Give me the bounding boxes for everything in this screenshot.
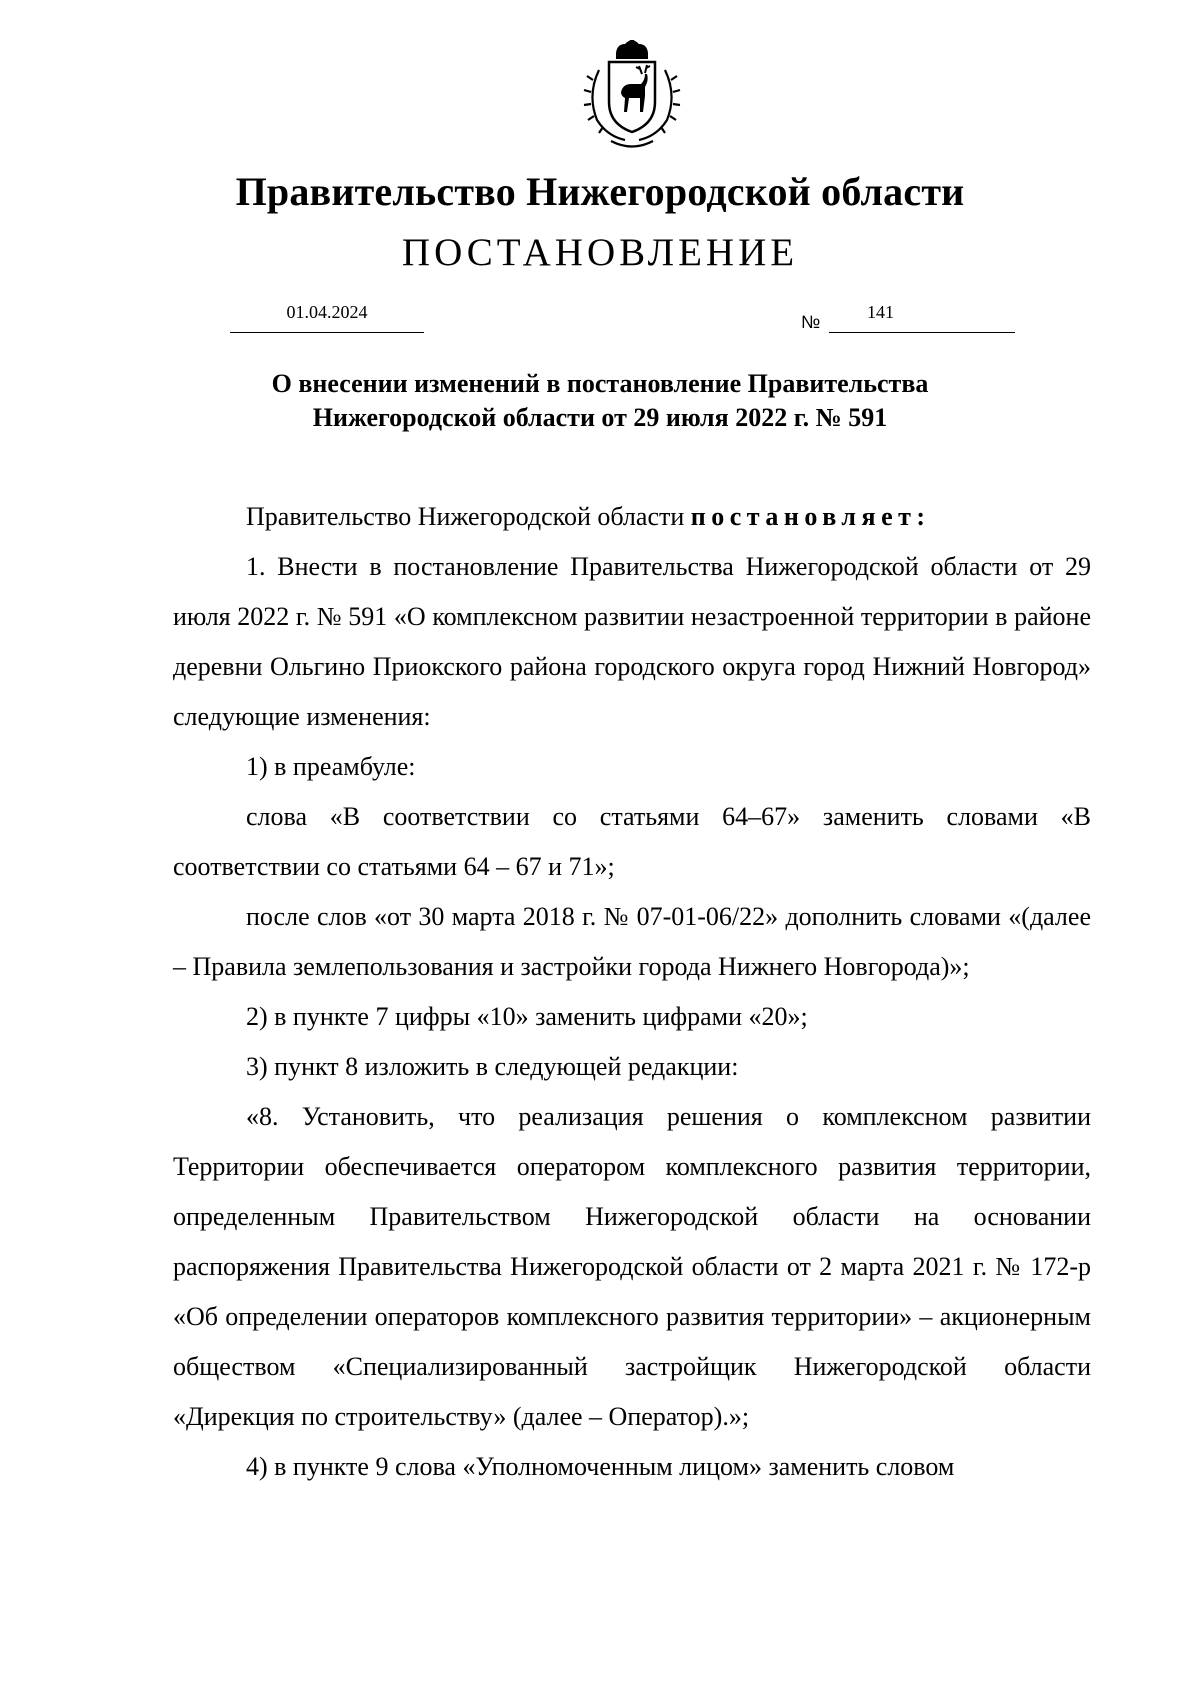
paragraph-4: после слов «от 30 марта 2018 г. № 07-01-06/22» дополнить словами «(далее – Правила землепользования и застройки города Нижнего Новгорода)»; bbox=[173, 902, 1091, 981]
intro-text: Правительство Нижегородской области bbox=[246, 502, 691, 531]
paragraph-3: слова «В соответствии со статьями 64–67» заменить словами «В соответствии со статьями 64 – 67 и 71»; bbox=[173, 802, 1091, 881]
document-type: ПОСТАНОВЛЕНИЕ bbox=[401, 231, 799, 274]
document-body bbox=[173, 492, 1091, 1492]
paragraph-7: «8. Установить, что реализация решения о комплексном развитии Территории обеспечивается оператором комплексного развития территории, определенным Правительством Нижегородской области на основании распоряжения Правительства Нижегородской области от 2 марта 2021 г. № 172-р «Об определении операторов комплексного развития территории» – акционерным обществом «Специализированный застройщик Нижегородской области «Дирекция по строительству» (далее – Оператор).»; bbox=[173, 1102, 1091, 1431]
paragraph-5: 2) в пункте 7 цифры «10» заменить цифрами «20»; bbox=[246, 1002, 808, 1031]
paragraph-8: 4) в пункте 9 слова «Уполномоченным лицом» заменить словом bbox=[246, 1452, 955, 1481]
document-date-value: 01.04.2024 bbox=[286, 302, 368, 322]
intro-paragraph bbox=[173, 492, 1091, 542]
document-number-value: 141 bbox=[867, 302, 894, 322]
subject-line-1: О внесении изменений в постановление Правительства bbox=[271, 369, 929, 398]
document-number bbox=[829, 300, 1015, 333]
intro-decree-word: постановляет: bbox=[690, 502, 931, 531]
paragraph-2: 1) в преамбуле: bbox=[246, 752, 416, 781]
number-label: № bbox=[801, 312, 821, 332]
government-name: Правительство Нижегородской области bbox=[235, 169, 965, 214]
subject-line-2: Нижегородской области от 29 июля 2022 г. № 591 bbox=[312, 403, 888, 432]
paragraph-6: 3) пункт 8 изложить в следующей редакции: bbox=[246, 1052, 739, 1081]
paragraph-1: 1. Внести в постановление Правительства Нижегородской области от 29 июля 2022 г. № 591 «О комплексном развитии незастроенной территории в районе деревни Ольгино Приокского района городского округа город Нижний Новгород» следующие изменения: bbox=[173, 552, 1091, 731]
document-subject bbox=[0, 367, 1200, 435]
coat-of-arms-icon bbox=[579, 40, 685, 152]
document-date bbox=[230, 300, 424, 333]
